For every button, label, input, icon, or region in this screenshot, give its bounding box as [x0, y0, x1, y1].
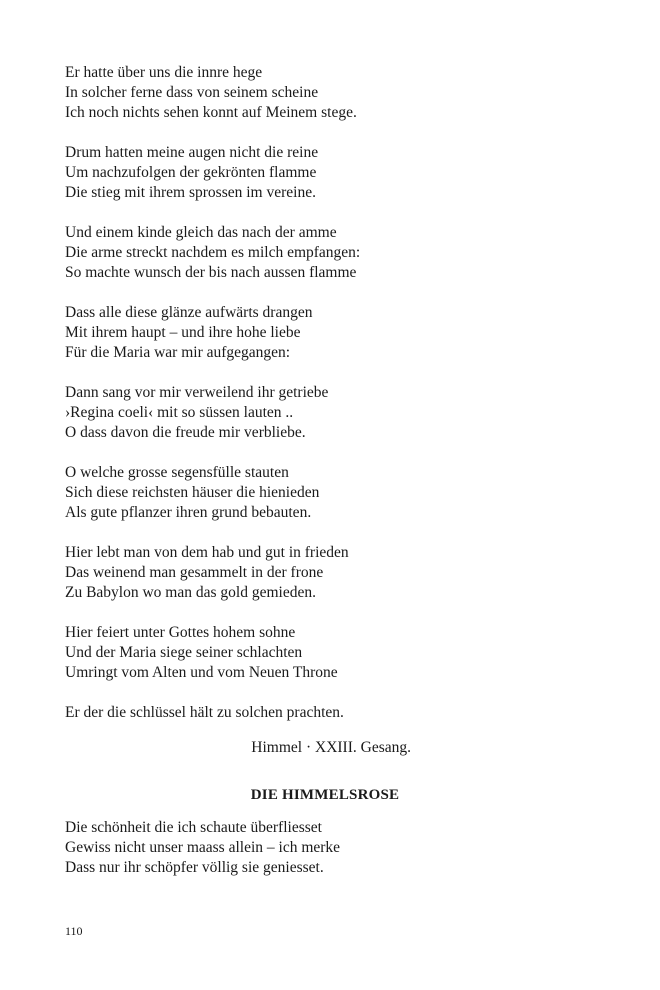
verse-line: Gewiss nicht unser maass allein – ich merke: [65, 839, 341, 856]
verse-line: Die arme streckt nachdem es milch empfangen:: [65, 244, 361, 261]
stanza: [65, 543, 605, 603]
verse-line: Drum hatten meine augen nicht die reine: [65, 144, 319, 161]
stanza: [65, 383, 605, 443]
stanza: [65, 463, 605, 523]
verse-line: Hier lebt man von dem hab und gut in frieden: [65, 544, 349, 561]
verse-line: Ich noch nichts sehen konnt auf Meinem stege.: [65, 104, 357, 121]
poem-text: [65, 63, 605, 743]
verse-line: Die schönheit die ich schaute überfliesset: [65, 819, 322, 836]
stanza: [65, 623, 605, 683]
verse-line: Zu Babylon wo man das gold gemieden.: [65, 584, 316, 601]
verse-line: Das weinend man gesammelt in der frone: [65, 564, 324, 581]
verse-line: Hier feiert unter Gottes hohem sohne: [65, 624, 296, 641]
verse-line: Umringt vom Alten und vom Neuen Throne: [65, 664, 338, 681]
verse-line: Er hatte über uns die innre hege: [65, 64, 263, 81]
verse-line: Dann sang vor mir verweilend ihr getriebe: [65, 384, 329, 401]
stanza: [65, 303, 605, 363]
verse-line: Um nachzufolgen der gekrönten flamme: [65, 164, 317, 181]
verse-line: Die stieg mit ihrem sprossen im vereine.: [65, 184, 316, 201]
canto-attribution: Himmel · XXIII. Gesang.: [251, 739, 411, 756]
stanza: [65, 63, 605, 123]
verse-line: In solcher ferne dass von seinem scheine: [65, 84, 319, 101]
stanza: [65, 143, 605, 203]
verse-line: Mit ihrem haupt – und ihre hohe liebe: [65, 324, 301, 341]
verse-line: Und einem kinde gleich das nach der amme: [65, 224, 337, 241]
poem-text-continued: [65, 818, 605, 898]
verse-line: Dass nur ihr schöpfer völlig sie geniesset.: [65, 859, 324, 876]
verse-line: O welche grosse segensfülle stauten: [65, 464, 289, 481]
stanza: [65, 818, 605, 878]
verse-line: Als gute pflanzer ihren grund bebauten.: [65, 504, 312, 521]
verse-line: Er der die schlüssel hält zu solchen prachten.: [65, 704, 344, 721]
stanza: [65, 703, 605, 723]
verse-line: ›Regina coeli‹ mit so süssen lauten ..: [65, 404, 294, 421]
verse-line: Sich diese reichsten häuser die hienieden: [65, 484, 320, 501]
verse-line: Für die Maria war mir aufgegangen:: [65, 344, 291, 361]
verse-line: O dass davon die freude mir verbliebe.: [65, 424, 306, 441]
verse-line: Dass alle diese glänze aufwärts drangen: [65, 304, 313, 321]
verse-line: Und der Maria siege seiner schlachten: [65, 644, 303, 661]
section-title: DIE HIMMELSROSE: [250, 787, 400, 803]
page-number: 110: [65, 924, 83, 938]
verse-line: So machte wunsch der bis nach aussen flamme: [65, 264, 357, 281]
stanza: [65, 223, 605, 283]
